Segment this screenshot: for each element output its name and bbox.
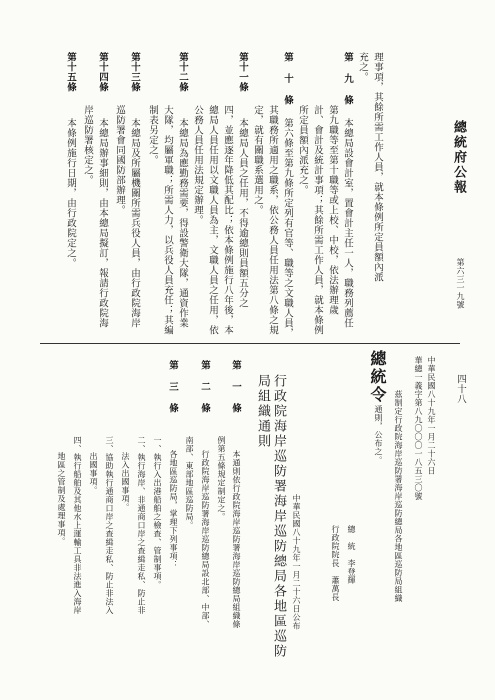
article-line: 一、執行入出港船舶之檢查、管制事項。 bbox=[153, 436, 162, 589]
gazette-title: 總統府公報 bbox=[451, 120, 466, 195]
article-label: 第 九 條 bbox=[342, 52, 353, 105]
article-label: 第十三條 bbox=[129, 52, 140, 92]
article-label: 第 一 條 bbox=[230, 360, 241, 413]
law-title-line: 行政院海岸巡防署海岸巡防總局各地區巡防 bbox=[271, 374, 286, 659]
article-line: 大隊，均屬軍職；所需人力，以兵役人員充任；其編 bbox=[162, 105, 173, 335]
article-line: 本總局辦事細則，由本總局擬訂，報請行政院海 bbox=[97, 118, 108, 328]
article-line: 第六條至第九條所定列有官等、職等之文職人員， bbox=[282, 118, 293, 338]
article-line: 例第五條規定制定之。 bbox=[217, 436, 226, 521]
order-date: 中華民國八十九年一月二十六日 bbox=[427, 356, 436, 475]
article-label: 第十五條 bbox=[65, 52, 76, 92]
article-line: 岸巡防署核定之。 bbox=[82, 105, 93, 185]
order-title: 總統令 bbox=[368, 350, 387, 404]
article-line: 本總局設會計室，置會計主任一人，職務列薦任 bbox=[342, 118, 353, 328]
article-label: 第十四條 bbox=[97, 52, 108, 92]
article-line: 本總局為應勤務需要，得設警衛大隊，通資作業 bbox=[177, 118, 188, 328]
article-line: 四、執行船舶及其他水上運輸工具非法進入海岸 bbox=[73, 436, 82, 615]
premier-signature: 行政院院長 蕭萬長 bbox=[331, 525, 340, 602]
president-signature: 總 統 李登輝 bbox=[347, 525, 356, 585]
article-label: 第十一條 bbox=[237, 52, 248, 92]
page-number: 四十八 bbox=[455, 374, 466, 404]
order-number: 華總一義字第八九〇〇〇一八五三〇號 bbox=[414, 356, 423, 501]
law-date: 中華民國八十九年一月二十六日公布 bbox=[292, 494, 301, 630]
article-line: 本條例施行日期，由行政院定之。 bbox=[65, 118, 76, 268]
issue-number: 第六三一九號 bbox=[456, 258, 465, 309]
article-line: 本通則依行政院海岸巡防署海岸巡防總局組織條 bbox=[232, 450, 241, 629]
article-line: 本總局及所屬機關所需兵役人員，由行政院海岸 bbox=[129, 118, 140, 328]
article-line: 出國事項。 bbox=[89, 452, 98, 495]
article-line: 其職務所適用之職系，依公務人員任用法第八條之規 bbox=[267, 105, 278, 335]
article-line: 四，並應逐年降低其配比；依本條例施行八年後，本 bbox=[222, 105, 233, 335]
article-line: 法入出國事項。 bbox=[121, 452, 130, 512]
article-line: 計、會計及統計事項；其餘所需工作人員，就本條例 bbox=[312, 105, 323, 335]
continuation-line: 理事項，其餘所需工作人員，就本條例所定員額內派 bbox=[372, 52, 383, 282]
article-line: 各地區巡防局，掌理下列事項： bbox=[169, 450, 178, 569]
section-divider bbox=[40, 343, 460, 344]
order-body-line: 茲制定行政院海岸巡防署海岸巡防總局各地區巡防局組織 bbox=[394, 390, 403, 603]
article-line: 本總局人員之任用，不得逾總則員額五分之 bbox=[237, 118, 248, 308]
article-line: 行政院海岸巡防署海岸巡防總局設北部、中部、 bbox=[201, 450, 210, 629]
article-line: 南部、東部地區巡防局。 bbox=[185, 436, 194, 530]
continuation-line: 充之。 bbox=[357, 52, 368, 82]
article-label: 第 三 條 bbox=[167, 360, 178, 413]
article-label: 第 十 條 bbox=[282, 52, 293, 105]
article-line: 巡防署會同國防部辦理。 bbox=[114, 105, 125, 215]
article-line: 地區之管制及處理事項。 bbox=[57, 452, 66, 546]
article-line: 制表另定之。 bbox=[147, 105, 158, 165]
article-line: 三、協助執行通商口岸之查緝走私、防止非法入 bbox=[105, 436, 114, 615]
article-line: 二、執行海岸、非通商口岸之查緝走私、防止非 bbox=[137, 436, 146, 615]
article-line: 總局人員任用以文職人員為主，文職人員之任用，依 bbox=[207, 105, 218, 335]
order-body-line: 通則，公布之。 bbox=[374, 405, 383, 465]
article-line: 公務人員任用法規定辦理。 bbox=[192, 105, 203, 225]
article-label: 第 二 條 bbox=[199, 360, 210, 413]
article-label: 第十二條 bbox=[177, 52, 188, 92]
law-title-line: 局組織通則 bbox=[255, 374, 270, 449]
article-line: 定，就有關職系選用之。 bbox=[252, 105, 263, 215]
article-line: 第九職等至第十職等或上校、中校，依法辦理歲 bbox=[327, 105, 338, 315]
article-line: 所定員額內派充之。 bbox=[297, 105, 308, 195]
